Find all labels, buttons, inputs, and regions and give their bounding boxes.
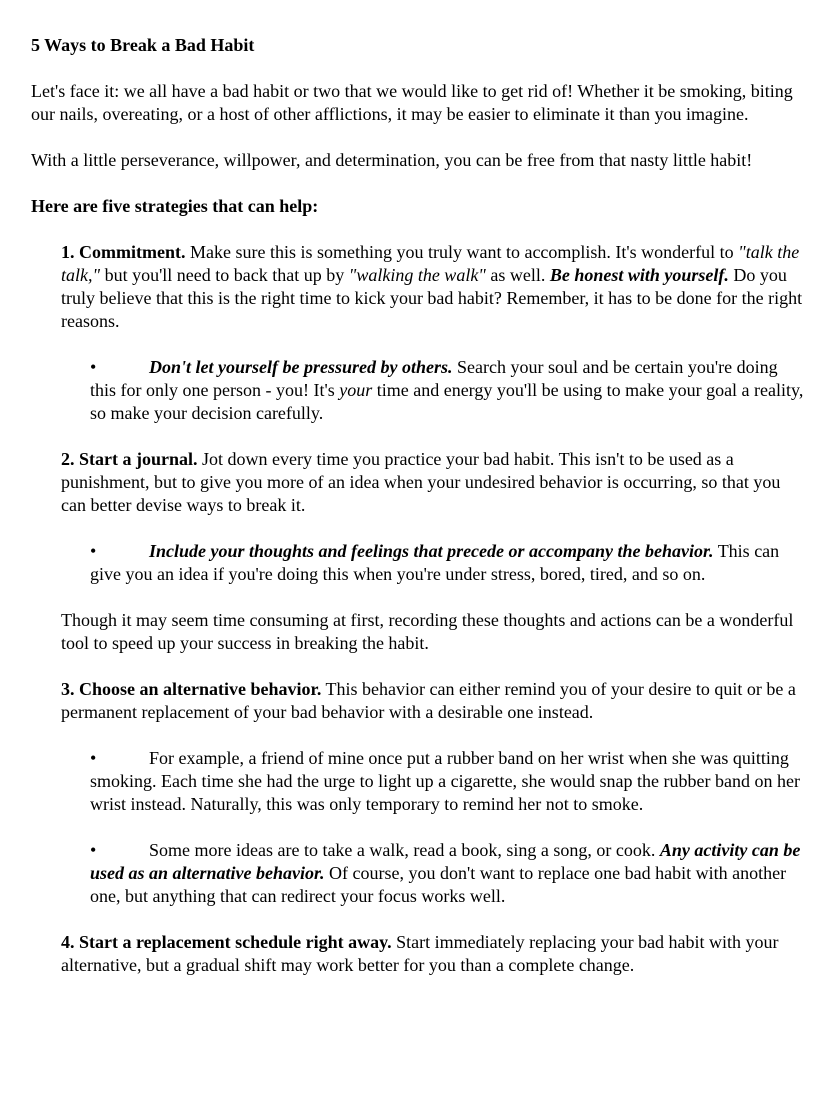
intro-paragraph: Let's face it: we all have a bad habit or two that we would like to get rid of! Whether it be smoking, biting our nails, overeating, or a host of other afflictions, it may be easier to eliminate it than you imagine.	[31, 81, 793, 124]
strategies-heading: Here are five strategies that can help:	[31, 196, 319, 216]
bullet-2-text: This can give you an idea if you're doing this when you're under stress, bored, tired, and so on.	[90, 541, 780, 584]
strategy-3-text: This behavior can either remind you of your desire to quit or be a permanent replacement of your bad behavior with a desirable one instead.	[61, 679, 796, 722]
strategy-1-quote-2: "walking the walk"	[348, 265, 486, 285]
bullet-1-text: Search your soul and be certain you're doing this for only one person - you! It's	[90, 357, 778, 400]
bullet-4-emphasis: Any activity can be used as an alternative behavior.	[90, 840, 801, 883]
strategy-1-text-3: as well.	[485, 265, 550, 285]
strategy-4	[61, 931, 808, 977]
bullet-1-emphasis: Don't let yourself be pressured by others.	[149, 357, 453, 377]
bullet-1-text-2: time and energy you'll be using to make your goal a reality, so make your decision carefully.	[90, 380, 804, 423]
strategy-1-text-4: Do you truly believe that this is the right time to kick your bad habit? Remember, it has to be done for the right reasons.	[61, 265, 803, 331]
bullet-icon: •	[90, 748, 97, 768]
strategy-1-emphasis: Be honest with yourself.	[549, 265, 729, 285]
bullet-1-italic: your	[339, 380, 373, 400]
bullet-4-text-2: Of course, you don't want to replace one bad habit with another one, but anything that can redirect your focus works well.	[90, 863, 787, 906]
bullet-icon: •	[90, 541, 97, 561]
strategy-1-text: Make sure this is something you truly want to accomplish. It's wonderful to	[185, 242, 739, 262]
strategy-1-lead: 1. Commitment.	[61, 242, 186, 262]
strategy-2-text: Jot down every time you practice your bad habit. This isn't to be used as a punishment, but to give you more of an idea when your undesired behavior is occurring, so that you can better devise ways to break it.	[61, 449, 781, 515]
bullet-icon: •	[90, 840, 97, 860]
strategy-4-lead: 4. Start a replacement schedule right away.	[61, 932, 392, 952]
strategy-2-lead: 2. Start a journal.	[61, 449, 198, 469]
bullet-4-text: Some more ideas are to take a walk, read a book, sing a song, or cook.	[149, 840, 660, 860]
bullet-icon: •	[90, 357, 97, 377]
strategy-2	[61, 448, 808, 517]
bullet-point-3	[90, 747, 808, 816]
strategy-1	[61, 241, 808, 333]
strategy-4-text: Start immediately replacing your bad habit with your alternative, but a gradual shift may work better for you than a complete change.	[61, 932, 779, 975]
strategy-3	[61, 678, 808, 724]
strategy-1-quote-1: "talk the talk,"	[61, 242, 800, 285]
bullet-point-2	[90, 540, 808, 586]
bullet-2-emphasis: Include your thoughts and feelings that precede or accompany the behavior.	[149, 541, 714, 561]
intro-paragraph-2: With a little perseverance, willpower, and determination, you can be free from that nasty little habit!	[31, 150, 753, 170]
document-title: 5 Ways to Break a Bad Habit	[31, 35, 255, 55]
strategy-1-text-2: but you'll need to back that up by	[100, 265, 349, 285]
journal-note: Though it may seem time consuming at first, recording these thoughts and actions can be a wonderful tool to speed up your success in breaking the habit.	[61, 610, 794, 653]
strategy-3-lead: 3. Choose an alternative behavior.	[61, 679, 322, 699]
bullet-point-4	[90, 839, 808, 908]
bullet-point-1	[90, 356, 808, 425]
bullet-3-text: For example, a friend of mine once put a rubber band on her wrist when she was quitting smoking. Each time she had the urge to light up a cigarette, she would snap the rubber band on her wrist instead. Naturally, this was only temporary to remind her not to smoke.	[90, 748, 800, 814]
